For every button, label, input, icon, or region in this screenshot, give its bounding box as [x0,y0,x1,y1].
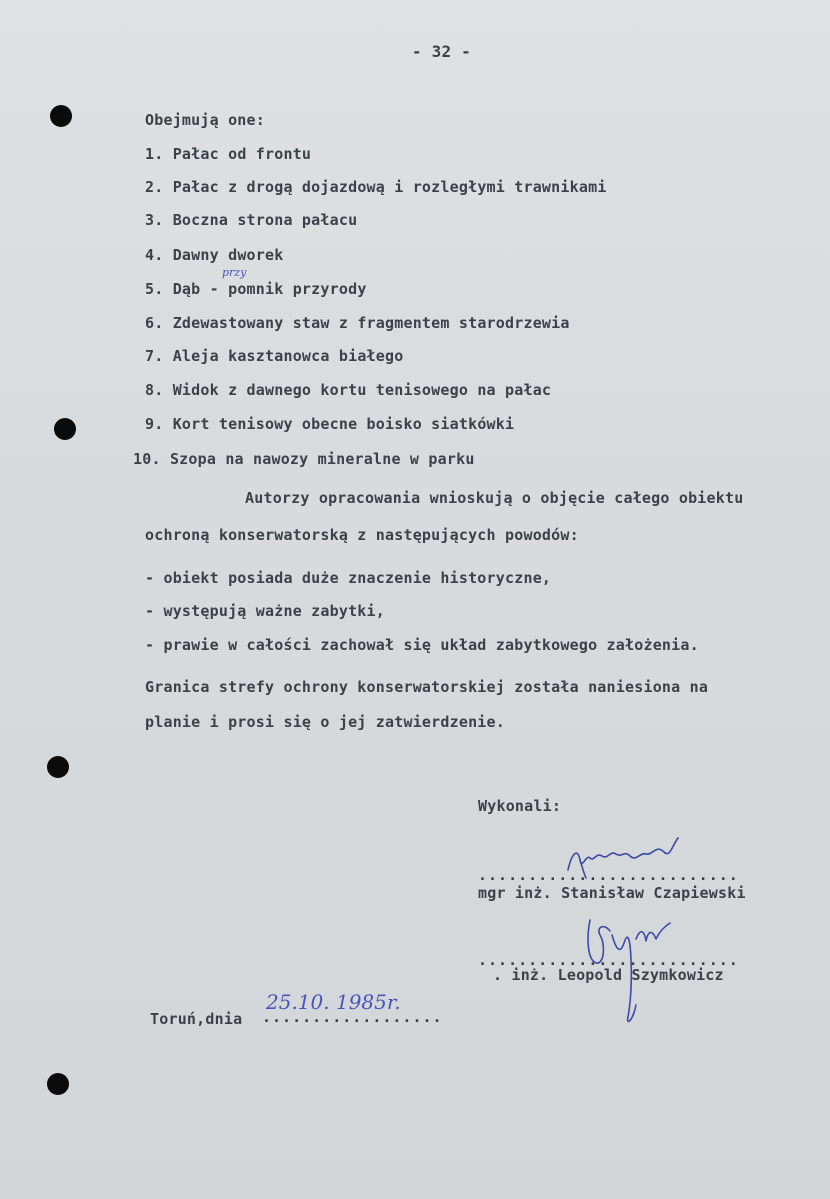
item-text: Pałac z drogą dojazdową i rozległymi trawnikami [172,178,607,196]
item-text: Aleja kasztanowca białego [172,347,404,365]
list-item [145,211,357,229]
signed-label: Wykonali: [478,797,562,815]
item-text: Zdewastowany staw z fragmentem starodrzewia [172,314,570,332]
list-item [145,280,367,298]
item-text: Dawny dworek [172,246,284,264]
page-number: - 32 - [412,42,471,61]
item-number: 10. [133,450,161,468]
item-text: Pałac od frontu [172,145,312,163]
date-label: Toruń,dnia [150,1010,243,1028]
signatory-2: . inż. Leopold Szymkowicz [493,966,724,984]
reason-item: - obiekt posiada duże znaczenie historyczne, [145,569,552,587]
date-value: 25.10. 1985r. [266,990,401,1014]
signature-1 [560,830,690,880]
item-number: 4. [145,246,164,264]
list-item [145,347,403,365]
item-text: Kort tenisowy obecne boisko siatkówki [172,415,515,433]
boundary-line-1: Granica strefy ochrony konserwatorskiej została naniesiona na [145,678,709,696]
list-item [145,145,311,163]
boundary-line-2: planie i prosi się o jej zatwierdzenie. [145,713,505,731]
item-text: Widok z dawnego kortu tenisowego na pałac [172,381,552,399]
punch-hole-4 [47,1073,69,1095]
list-item [145,415,514,433]
item-number: 8. [145,381,164,399]
list-item [145,246,283,264]
handwritten-insert: przy [222,266,247,279]
item-number: 6. [145,314,164,332]
item-number: 5. [145,280,164,298]
reason-item: - prawie w całości zachował się układ zabytkowego założenia. [145,636,699,654]
date-dots: .................. [262,1008,443,1026]
item-text: Boczna strona pałacu [172,211,358,229]
conclusion-line-2: ochroną konserwatorską z następujących powodów: [145,526,579,544]
punch-hole-3 [47,756,69,778]
punch-hole-2 [54,418,76,440]
intro-line: Obejmują one: [145,111,265,129]
signature-line-1: .......................... [478,866,739,884]
list-item [145,381,551,399]
list-item [145,314,570,332]
item-number: 1. [145,145,164,163]
reason-item: - występują ważne zabytki, [145,602,385,620]
signature-line-2: .......................... [478,951,739,969]
item-text: Dąb - pomnik przyrody [172,280,367,298]
signatory-1: mgr inż. Stanisław Czapiewski [478,884,746,902]
punch-hole-1 [50,105,72,127]
item-number: 3. [145,211,164,229]
conclusion-line-1: Autorzy opracowania wnioskują o objęcie całego obiektu [245,489,744,507]
item-number: 9. [145,415,164,433]
list-item [133,450,475,468]
signature-2 [578,905,678,1030]
list-item [145,178,607,196]
item-number: 2. [145,178,164,196]
item-number: 7. [145,347,164,365]
item-text: Szopa na nawozy mineralne w parku [169,450,475,468]
